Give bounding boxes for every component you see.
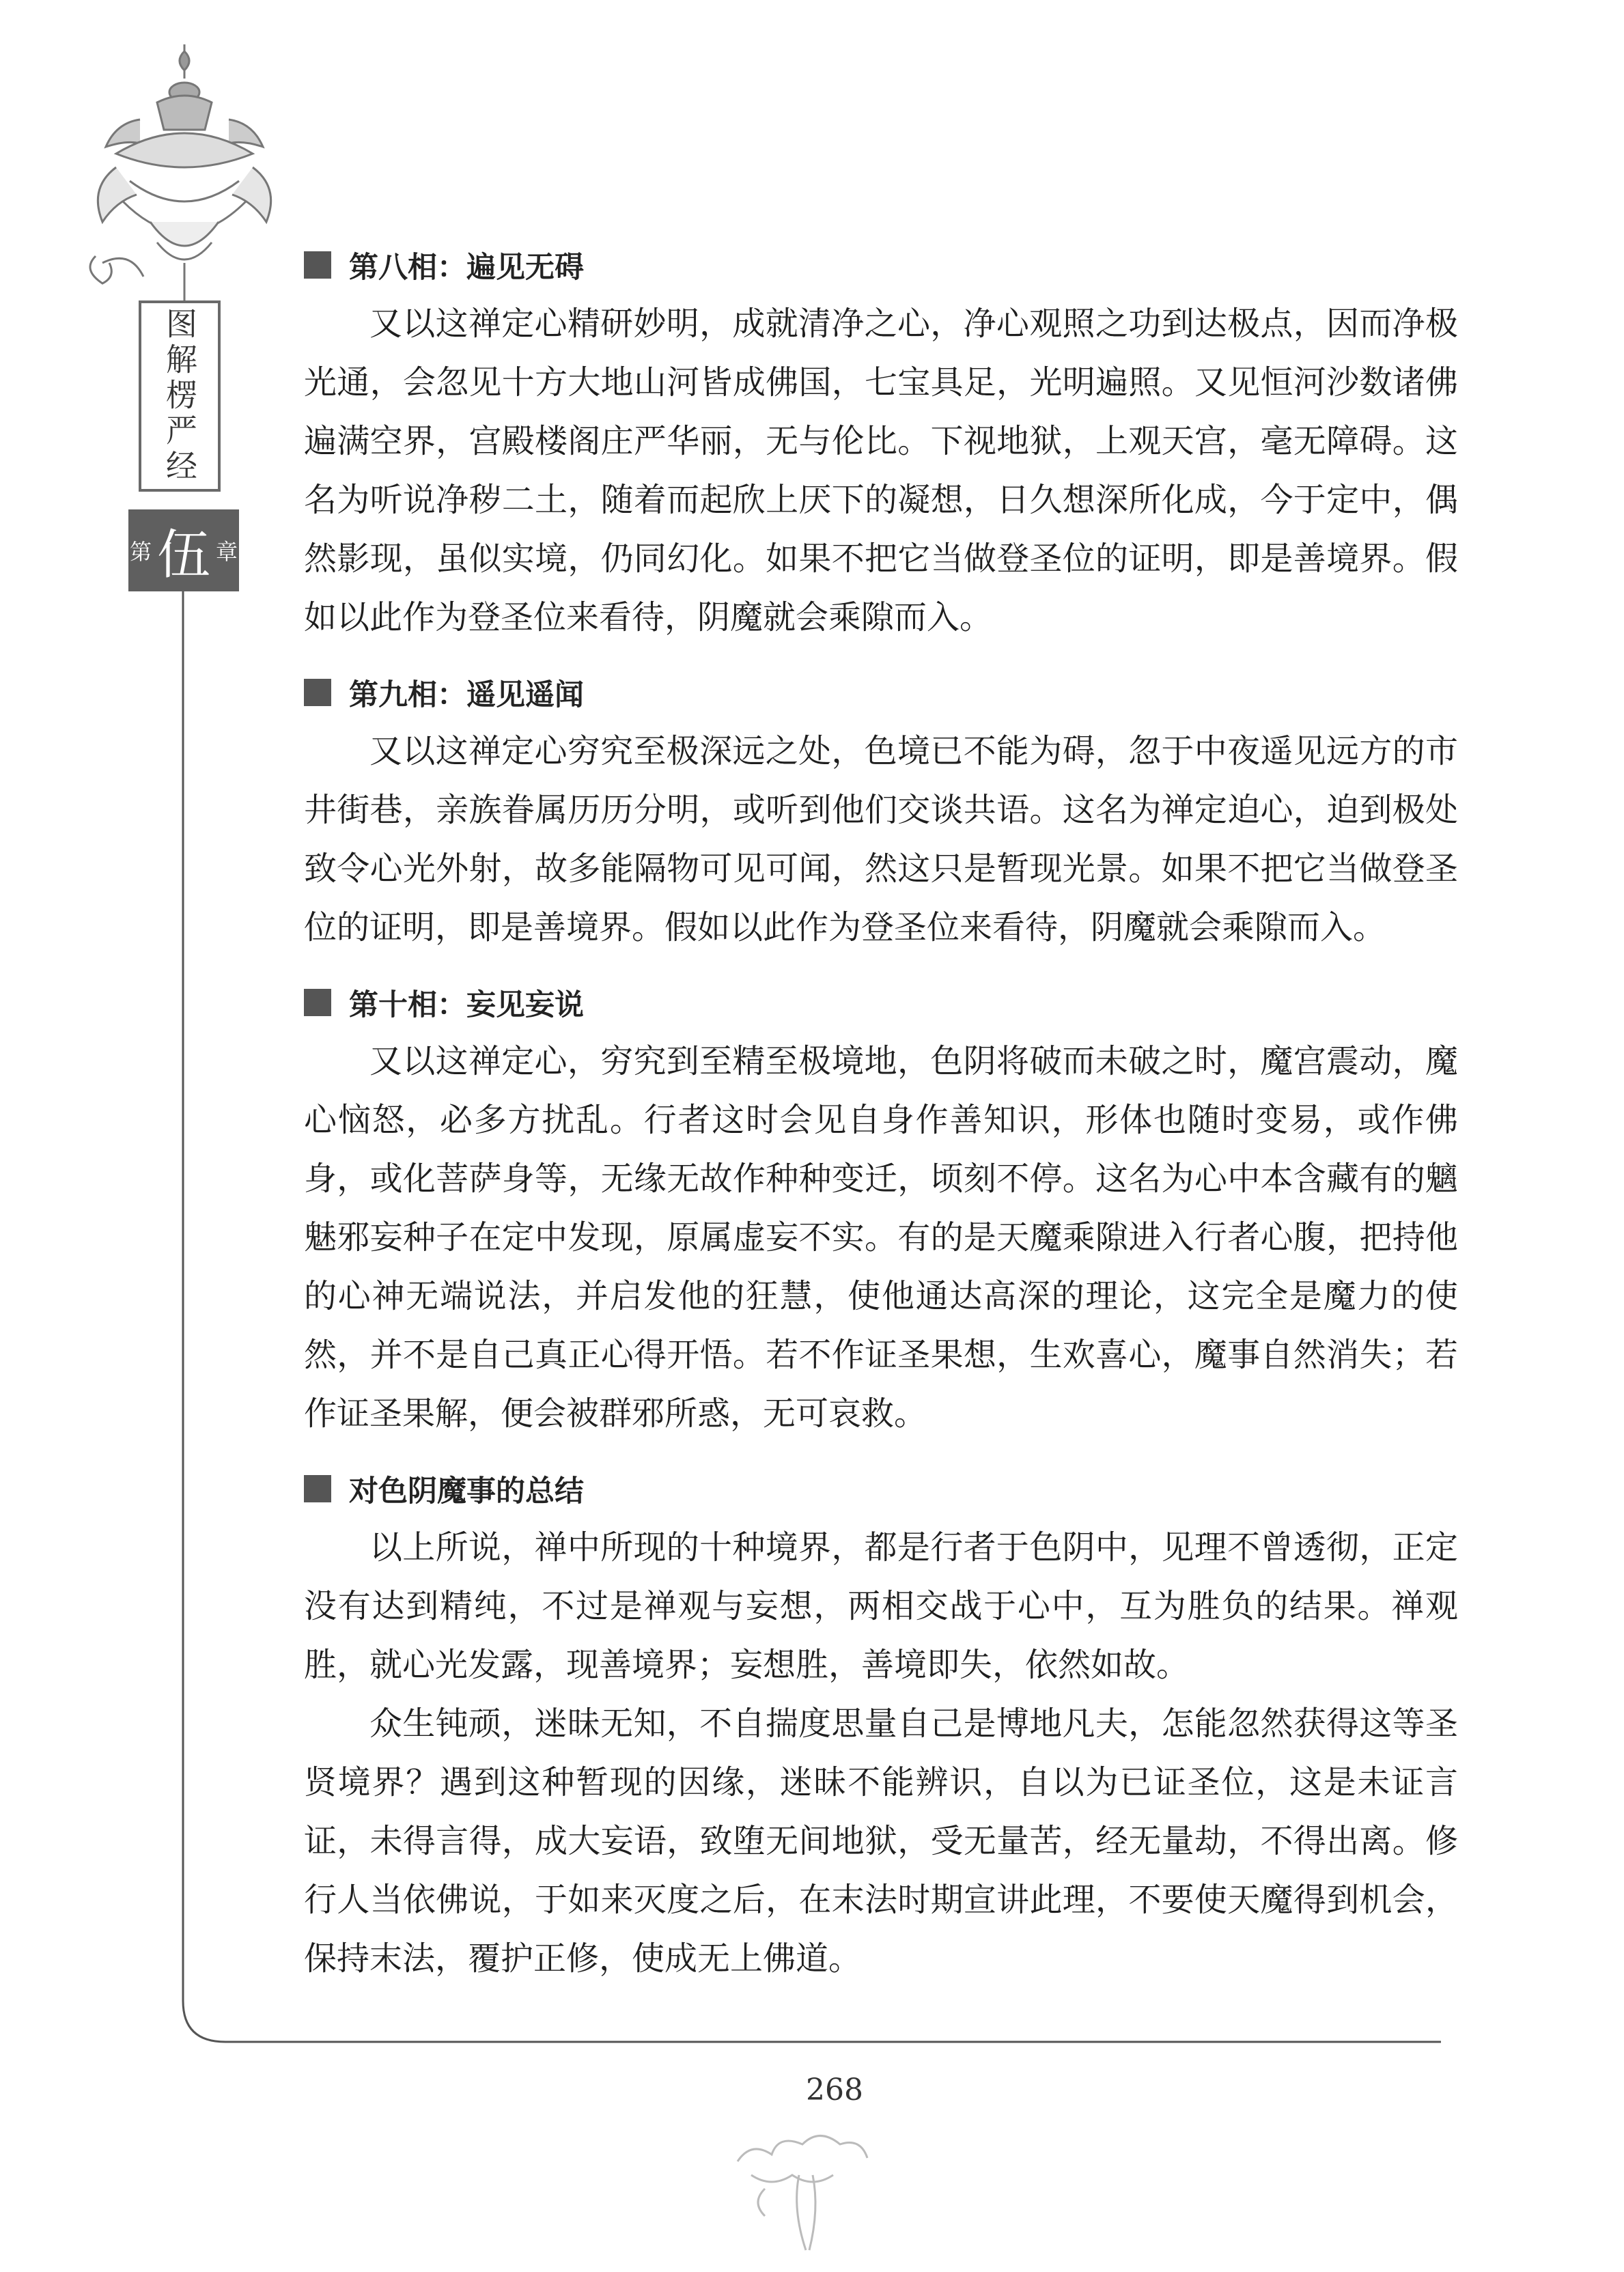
- section-heading: 第九相：遥见遥闻: [304, 663, 1458, 722]
- paragraph: 又以这禅定心精研妙明，成就清净之心，净心观照之功到达极点，因而净极光通，会忽见十方大地山河皆成佛国，七宝具足，光明遍照。又见恒河沙数诸佛遍满空界，宫殿楼阁庄严华丽，无与伦比。下视地狱，上观天宫，毫无障碍。这名为听说净秽二土，随着而起欣上厌下的凝想，日久想深所化成，今于定中，偶然影现，虽似实境，仍同幻化。如果不把它当做登圣位的证明，即是善境界。假如以此作为登圣位来看待，阴魔就会乘隙而入。: [304, 305, 1458, 636]
- paragraph: 又以这禅定心穷究至极深远之处，色境已不能为碍，忽于中夜遥见远方的市井街巷，亲族眷属历历分明，或听到他们交谈共语。这名为禅定迫心，迫到极处致令心光外射，故多能隔物可见可闻，然这只是暂现光景。如果不把它当做登圣位的证明，即是善境界。假如以此作为登圣位来看待，阴魔就会乘隙而入。: [304, 732, 1458, 946]
- square-bullet-icon: [304, 1475, 331, 1502]
- chapter-suffix: 章: [216, 539, 238, 565]
- square-bullet-icon: [304, 989, 331, 1016]
- paragraph: 众生钝顽，迷昧无知，不自揣度思量自己是博地凡夫，怎能忽然获得这等圣贤境界？遇到这种暂现的因缘，迷昧不能辨识，自以为已证圣位，这是未证言证，未得言得，成大妄语，致堕无间地狱，受无量苦，经无量劫，不得出离。修行人当依佛说，于如来灭度之后，在末法时期宣讲此理，不要使天魔得到机会，保持末法，覆护正修，使成无上佛道。: [304, 1705, 1458, 1978]
- chapter-number: 伍: [156, 524, 210, 586]
- section-heading: 第十相：妄见妄说: [304, 973, 1458, 1032]
- section-8: [304, 236, 1458, 647]
- main-content: [304, 236, 1458, 1988]
- paragraph: 以上所说，禅中所现的十种境界，都是行者于色阴中，见理不曾透彻，正定没有达到精纯，不过是禅观与妄想，两相交战于心中，互为胜负的结果。禅观胜，就心光发露，现善境界；妄想胜，善境即失，依然如故。: [304, 1528, 1458, 1684]
- book-title: 图解楞严经: [161, 307, 198, 485]
- section-9: [304, 663, 1458, 957]
- paragraph: 又以这禅定心，穷究到至精至极境地，色阴将破而未破之时，魔宫震动，魔心恼怒，必多方扰乱。行者这时会见自身作善知识，形体也随时变易，或作佛身，或化菩萨身等，无缘无故作种种变迁，顷刻不停。这名为心中本含藏有的魑魅邪妄种子在定中发现，原属虚妄不实。有的是天魔乘隙进入行者心腹，把持他的心神无端说法，并启发他的狂慧，使他通达高深的理论，这完全是魔力的使然，并不是自己真正心得开悟。若不作证圣果想，生欢喜心，魔事自然消失；若作证圣果解，便会被群邪所惑，无可哀救。: [304, 1042, 1458, 1433]
- section-10: [304, 973, 1458, 1443]
- section-heading: 对色阴魔事的总结: [304, 1459, 1458, 1518]
- square-bullet-icon: [304, 679, 331, 706]
- square-bullet-icon: [304, 251, 331, 279]
- chapter-prefix: 第: [129, 539, 152, 565]
- section-heading: 第八相：遍见无碍: [304, 236, 1458, 294]
- page-number: 268: [806, 2073, 863, 2107]
- section-summary: [304, 1459, 1458, 1988]
